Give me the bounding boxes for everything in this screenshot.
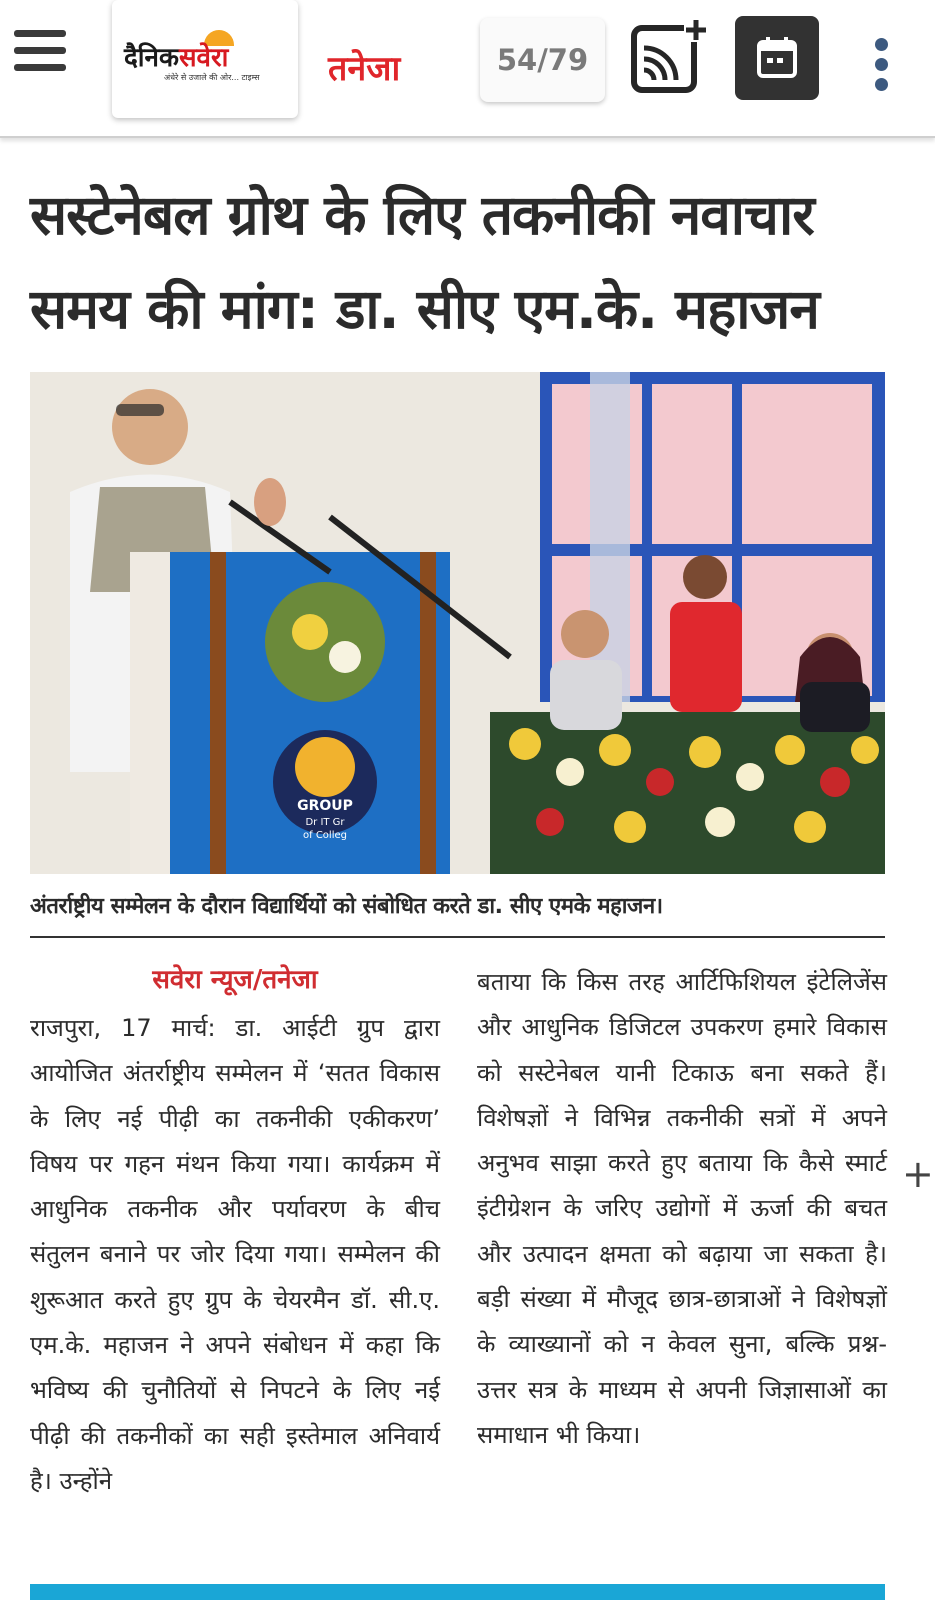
logo-text-savera: सवेरा: [178, 43, 229, 73]
more-vert-icon[interactable]: [872, 38, 890, 94]
byline: सवेरा न्यूज/तनेजा: [152, 965, 318, 995]
calendar-button[interactable]: [735, 16, 819, 100]
zoom-plus-icon[interactable]: +: [902, 1152, 934, 1196]
edition-selector[interactable]: तनेजा: [328, 49, 401, 89]
page-counter[interactable]: 54/79: [480, 18, 605, 102]
article-headline: [30, 168, 910, 356]
photo-caption: अंतर्राष्ट्रीय सम्मेलन के दौरान विद्यार्थियों को संबोधित करते डा. सीए एमके महाजन।: [30, 894, 663, 919]
headline-line-1: सस्टेनेबल ग्रोथ के लिए तकनीकी नवाचार: [30, 183, 814, 247]
caption-divider: [30, 936, 885, 938]
body-text-left: राजपुरा, 17 मार्च: डा. आईटी ग्रुप द्वारा आयोजित अंतर्राष्ट्रीय सम्मेलन में ‘सतत विकास के लिए नई पीढ़ी का तकनीकी एकीकरण’ विषय पर गहन मंथन किया गया। कार्यक्रम में आधुनिक तकनीक और पर्यावरण के बीच संतुलन बनाने पर जोर दिया गया। सम्मेलन की शुरूआत करते हुए ग्रुप के चेयरमैन डॉ. सी.ए. एम.के. महाजन ने अपने संबोधन में कहा कि भविष्य की चुनौतियों से निपटने के लिए नई पीढ़ी की तकनीकों का सही इस्तेमाल अनिवार्य है। उन्होंने: [30, 1014, 440, 1495]
logo-tagline: अंधेरे से उजाले की ओर... टाइम्स: [164, 73, 260, 82]
feed-add-icon[interactable]: [630, 18, 708, 96]
photo-banner-sub-2: of Colleg: [303, 830, 347, 841]
conference-photo: [30, 372, 885, 874]
body-text-right: बताया कि किस तरह आर्टिफिशियल इंटेलिजेंस और आधुनिक डिजिटल उपकरण हमारे विकास को सस्टेनेबल यानी टिकाऊ बना सकते हैं। विशेषज्ञों ने विभिन्न तकनीकी सत्रों में अपने अनुभव साझा करते हुए बताया कि कैसे स्मार्ट इंटीग्रेशन के जरिए उद्योगों में ऊर्जा की बचत और उत्पादन क्षमता को बढ़ाया जा सकता है। बड़ी संख्या में मौजूद छात्र-छात्राओं ने विशेषज्ञों के व्याख्यानों को न केवल सुना, बल्कि प्रश्न-उत्तर सत्र के माध्यम से अपनी जिज्ञासाओं का समाधान भी किया।: [477, 968, 887, 1449]
photo-banner-text: GROUP: [297, 798, 353, 814]
article-column-left: [30, 960, 440, 1504]
calendar-icon: [753, 34, 801, 82]
headline-line-2: समय की मांग: डा. सीए एम.के. महाजन: [30, 277, 819, 341]
newspaper-logo[interactable]: [112, 0, 298, 118]
article-column-right: [477, 960, 887, 1458]
app-toolbar: [0, 0, 935, 138]
article-photo[interactable]: [30, 372, 885, 874]
logo-text-dainik: दैनिक: [124, 43, 179, 73]
photo-banner-sub-1: Dr IT Gr: [305, 817, 345, 828]
menu-icon[interactable]: [14, 30, 66, 72]
logo-title: [124, 38, 228, 74]
next-article-strip[interactable]: [30, 1584, 885, 1600]
